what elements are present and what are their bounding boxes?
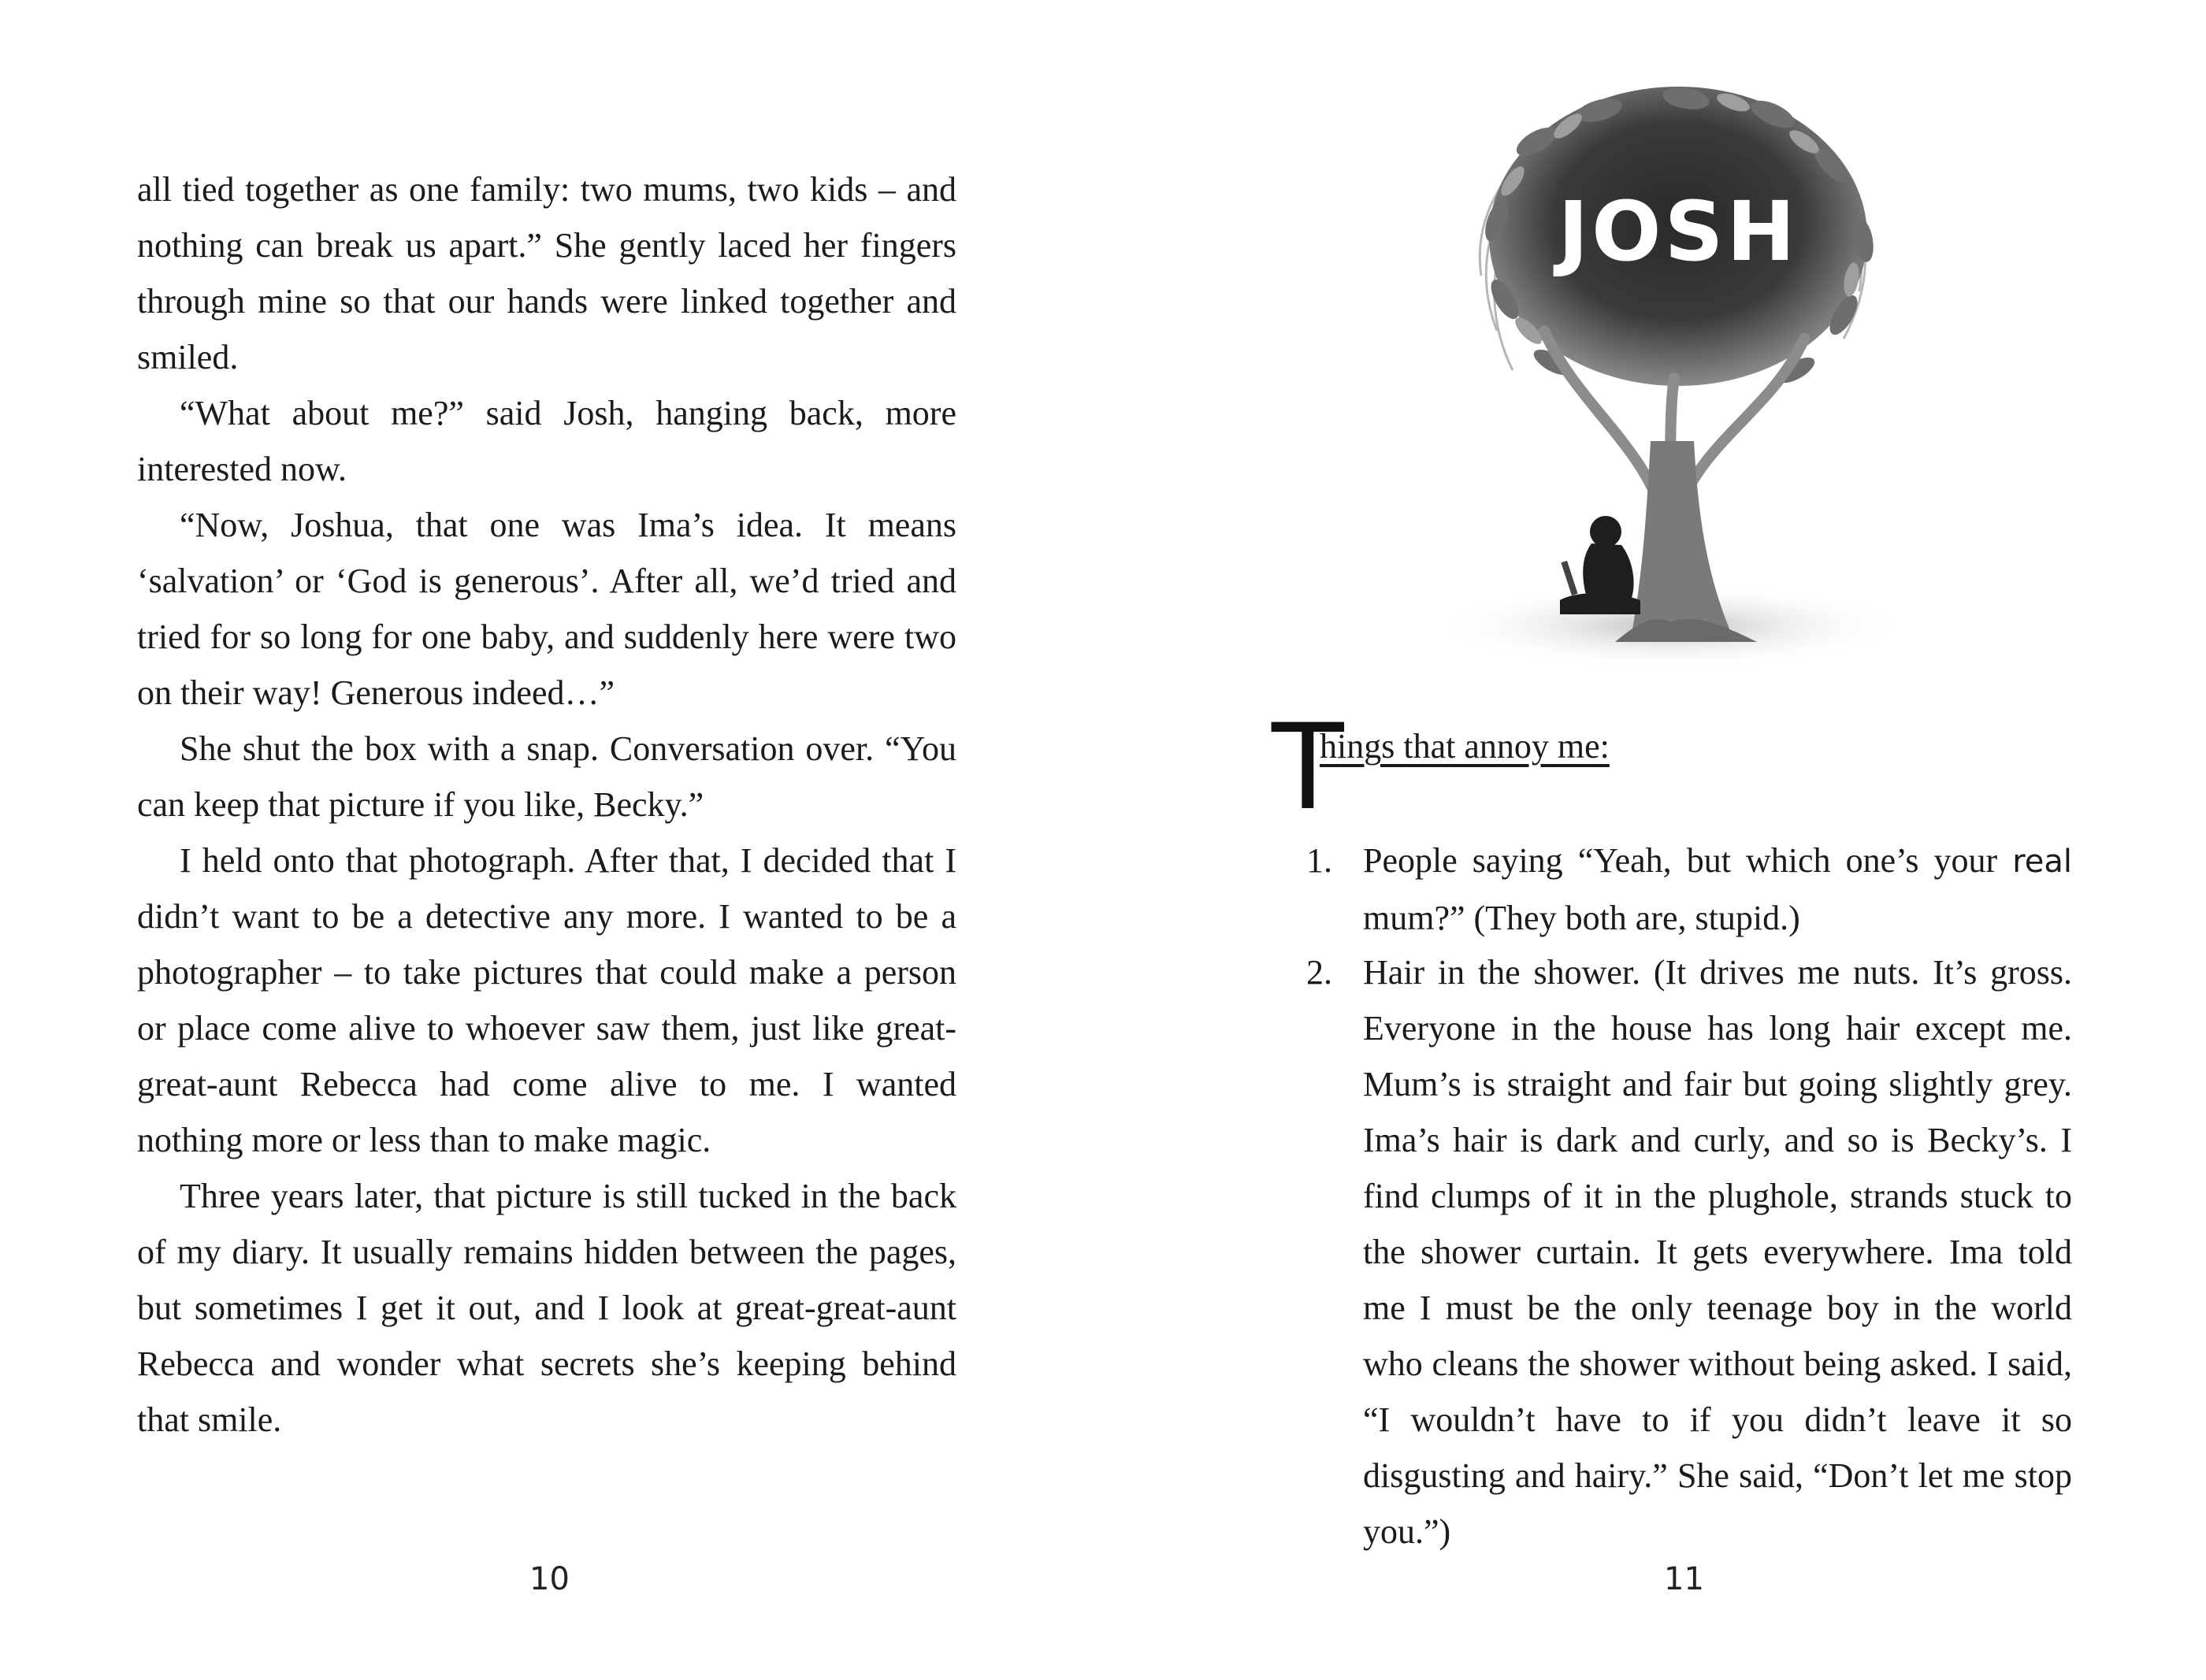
- tree-with-boy-reading-laptop-icon: [1434, 71, 1907, 677]
- drop-cap: T: [1272, 699, 1344, 836]
- page-number-right: 11: [1664, 1561, 1704, 1597]
- paragraph-2-text: “What about me?” said Josh, hanging back, more interested now.: [137, 394, 956, 488]
- paragraph-4-text: She shut the box with a snap. Conversation over. “You can keep that picture if you like, Becky.”: [137, 729, 956, 824]
- list-item-2: Hair in the shower. (It drives me nuts. It’s gross. Everyone in the house has long hair except me. Mum’s is straight and fair but going slightly grey. Ima’s hair is dark and curly, and so is Becky’s. I find clumps of it in the plughole, strands stuck to the shower curtain. It gets everywhere. Ima told me I must be the only teenage boy in the world who cleans the shower without being asked. I said, “I wouldn’t have to if you didn’t leave it so disgusting and hairy.” She said, “Don’t let me stop you.”): [1363, 953, 2072, 1551]
- paragraph-6: [137, 1168, 956, 1448]
- paragraph-3: [137, 497, 956, 721]
- paragraph-4: [137, 721, 956, 833]
- list-item-1-text-before: People saying “Yeah, but which one’s your: [1363, 841, 2013, 880]
- list-item-2-number: 2.: [1306, 953, 1332, 992]
- paragraph-2: [137, 385, 956, 497]
- paragraph-5: [137, 833, 956, 1168]
- list-item-1-emphasis: real: [2012, 844, 2072, 880]
- chapter-title: JOSH: [1558, 184, 1799, 280]
- list-heading: hings that annoy me:: [1320, 727, 1610, 766]
- page-number-left: 10: [529, 1561, 570, 1597]
- paragraph-1: all tied together as one family: two mums, two kids – and nothing can break us apart.” She gently laced her fingers through mine so that our hands were linked together and smiled.: [137, 170, 956, 376]
- paragraph-6-text: Three years later, that picture is still tucked in the back of my diary. It usually remains hidden between the pages, but sometimes I get it out, and I look at great-great-aunt Rebecca and wonder what secrets she’s keeping behind that smile.: [137, 1177, 956, 1439]
- right-page: [1103, 0, 2206, 1680]
- paragraph-5-text: I held onto that photograph. After that, I decided that I didn’t want to be a detective any more. I wanted to be a photographer – to take pictures that could make a person or place come alive to whoever saw them, just like great-great-aunt Rebecca had come alive to me. I wanted nothing more or less than to make magic.: [137, 841, 956, 1159]
- list-item-1: [1363, 833, 2072, 946]
- paragraph-3-text: “Now, Joshua, that one was Ima’s idea. It means ‘salvation’ or ‘God is generous’. After all, we’d tried and tried for so long for one baby, and suddenly here were two on their way! Generous indeed…”: [137, 506, 956, 712]
- list-item-1-text-after: mum?” (They both are, stupid.): [1363, 899, 1800, 937]
- list-item-1-number: 1.: [1306, 841, 1332, 880]
